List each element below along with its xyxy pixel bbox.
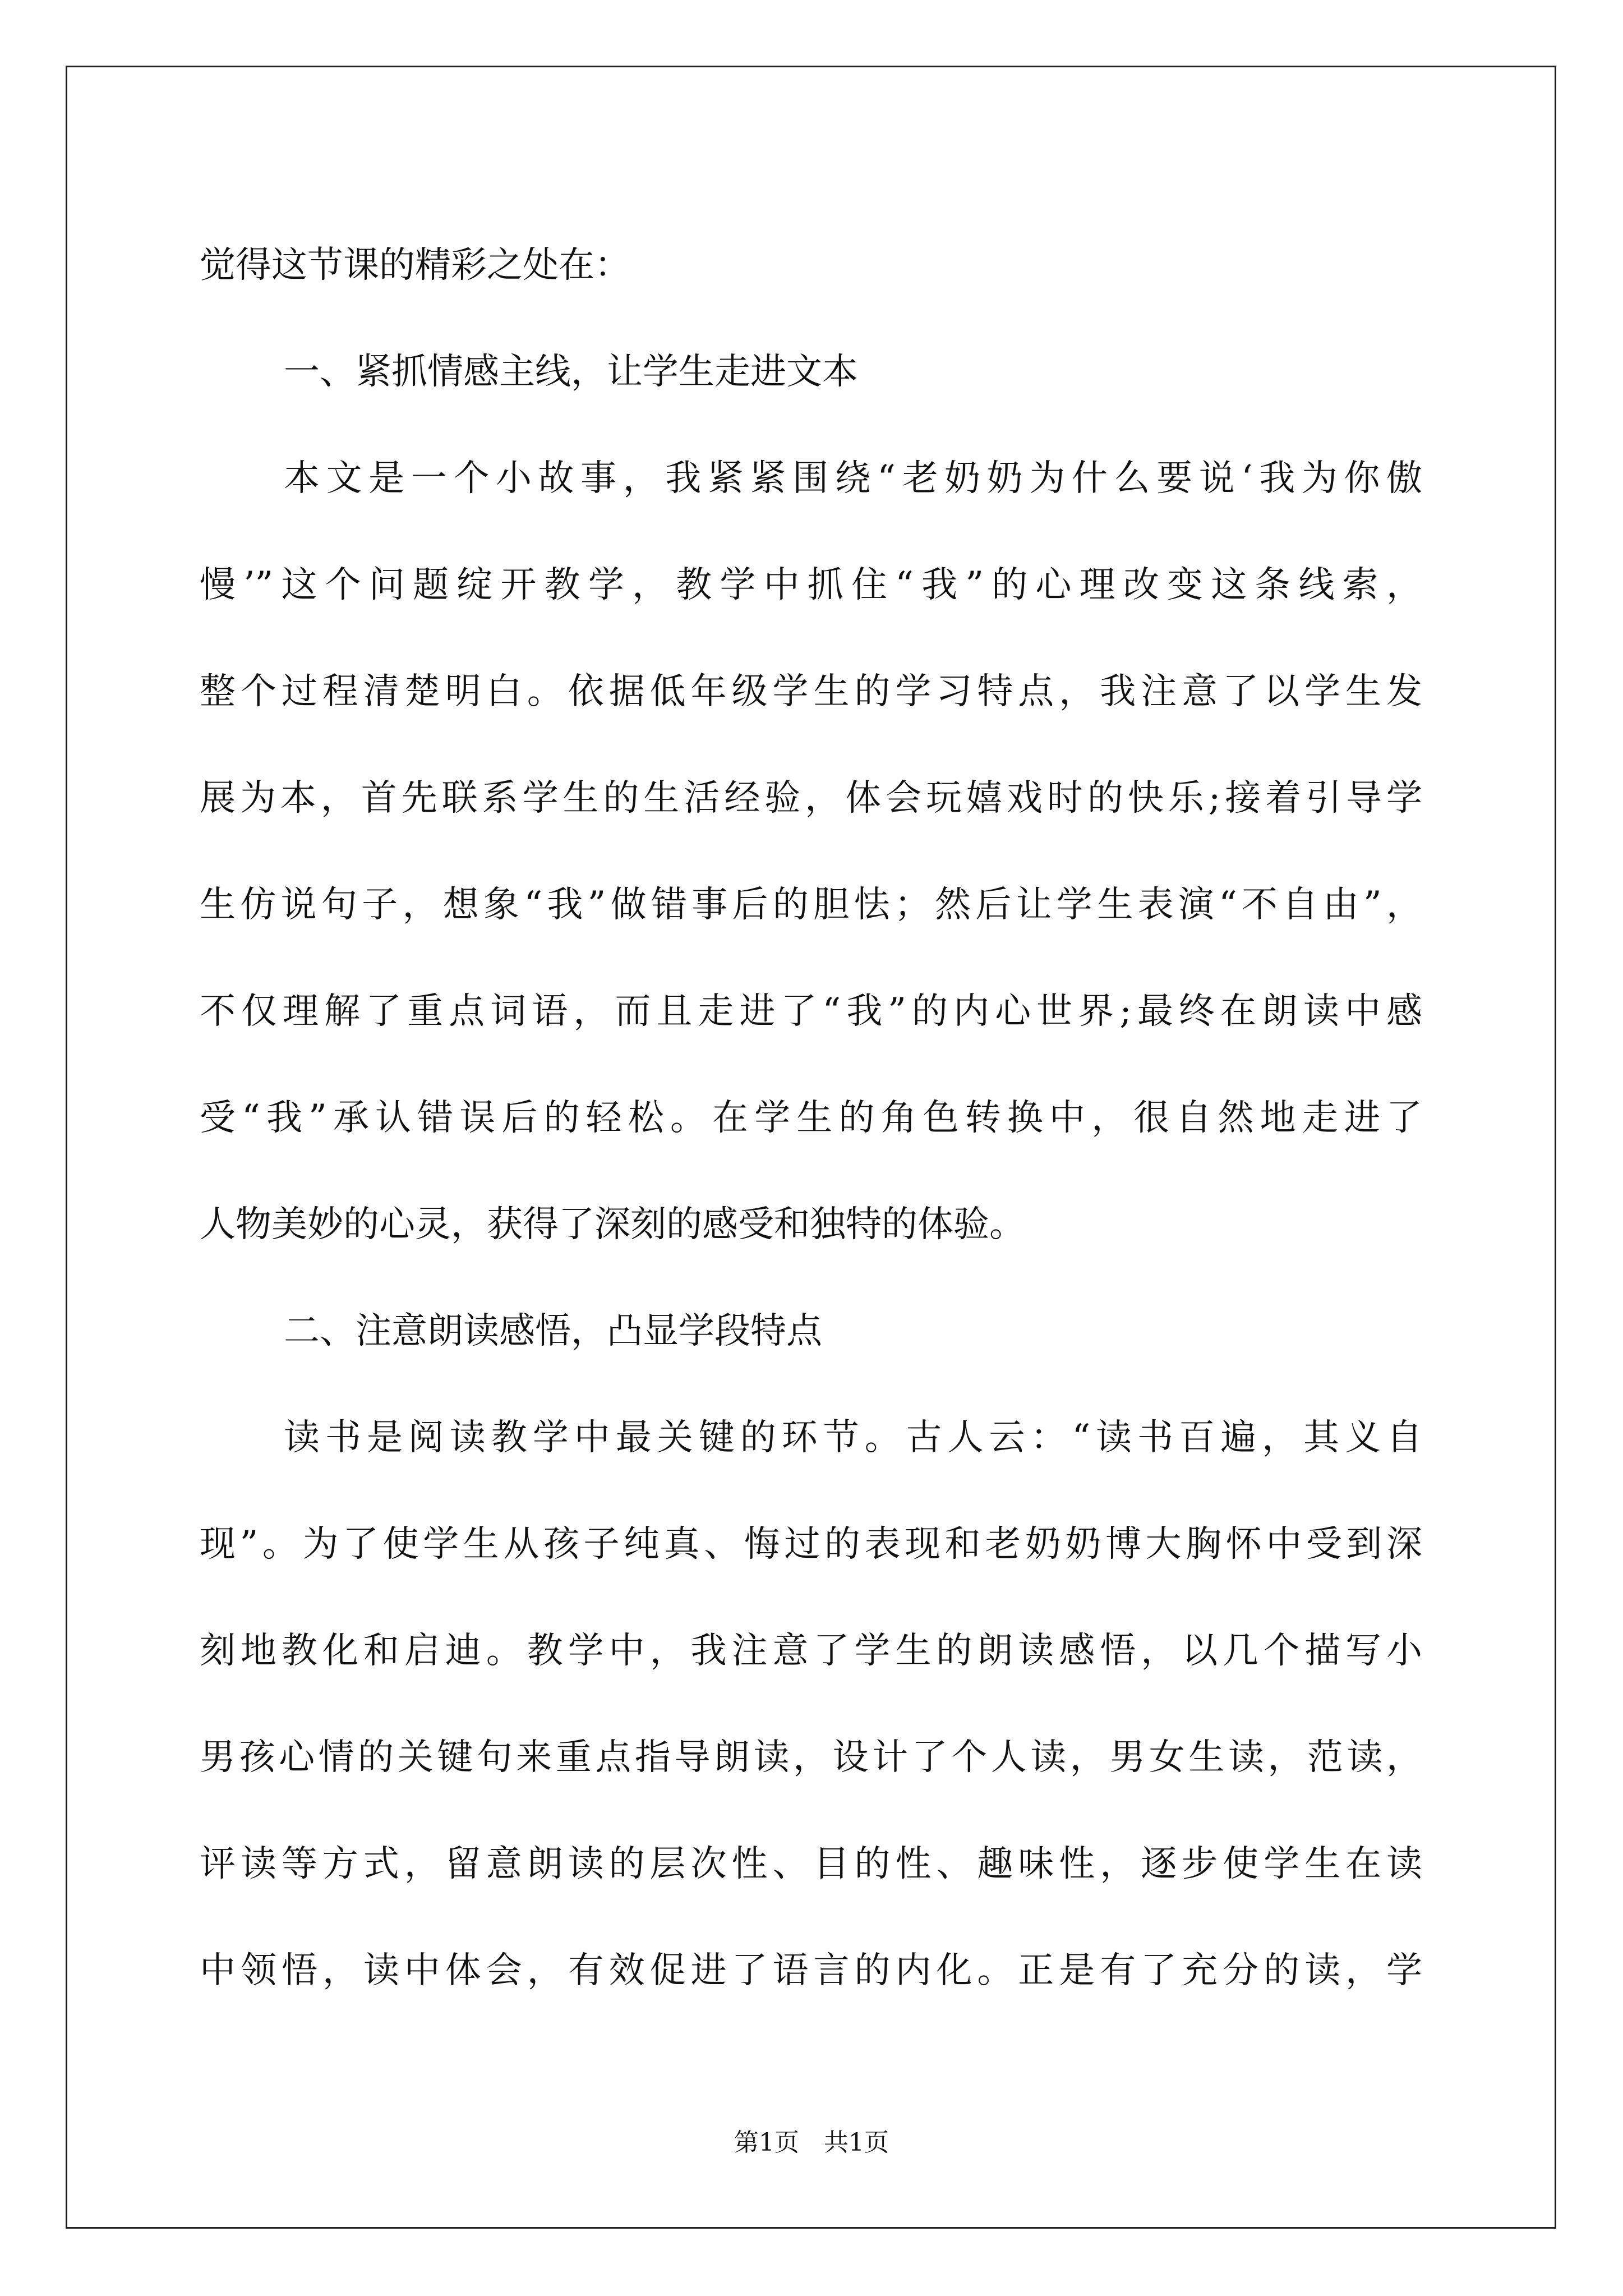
text-line: 刻地教化和启迪。教学中，我注意了学生的朗读感悟，以几个描写小 bbox=[200, 1630, 1422, 1672]
text-line: 人物美妙的心灵，获得了深刻的感受和独特的体验。 bbox=[200, 1204, 1025, 1245]
document-body bbox=[200, 212, 1422, 2024]
text-line: 生仿说句子，想象“我”做错事后的胆怯；然后让学生表演“不自由”， bbox=[200, 884, 1422, 926]
section-heading: 一、紧抓情感主线，让学生走进文本 bbox=[284, 351, 858, 393]
page-footer bbox=[0, 2126, 1623, 2160]
text-line: 男孩心情的关键句来重点指导朗读，设计了个人读，男女生读，范读， bbox=[200, 1737, 1422, 1778]
page-number: 第1页 bbox=[734, 2128, 799, 2157]
text-line: 读书是阅读教学中最关键的环节。古人云：“读书百遍，其义自 bbox=[284, 1417, 1422, 1458]
text-line: 慢’”这个问题绽开教学，教学中抓住“我”的心理改变这条线索， bbox=[200, 564, 1422, 606]
text-line: 本文是一个小故事，我紧紧围绕“老奶奶为什么要说‘我为你傲 bbox=[284, 458, 1422, 499]
text-line: 觉得这节课的精彩之处在： bbox=[200, 245, 630, 286]
page-total: 共1页 bbox=[824, 2128, 889, 2157]
text-line: 中领悟，读中体会，有效促进了语言的内化。正是有了充分的读，学 bbox=[200, 1950, 1422, 1991]
text-line: 评读等方式，留意朗读的层次性、目的性、趣味性，逐步使学生在读 bbox=[200, 1843, 1422, 1885]
text-line: 受“我”承认错误后的轻松。在学生的角色转换中，很自然地走进了 bbox=[200, 1097, 1422, 1139]
text-line: 整个过程清楚明白。依据低年级学生的学习特点，我注意了以学生发 bbox=[200, 671, 1422, 712]
text-line: 展为本，首先联系学生的生活经验，体会玩嬉戏时的快乐;接着引导学 bbox=[200, 777, 1422, 819]
text-line: 不仅理解了重点词语，而且走进了“我”的内心世界;最终在朗读中感 bbox=[200, 991, 1422, 1032]
section-heading: 二、注意朗读感悟，凸显学段特点 bbox=[284, 1310, 822, 1352]
text-line: 现”。为了使学生从孩子纯真、悔过的表现和老奶奶博大胸怀中受到深 bbox=[200, 1524, 1422, 1565]
